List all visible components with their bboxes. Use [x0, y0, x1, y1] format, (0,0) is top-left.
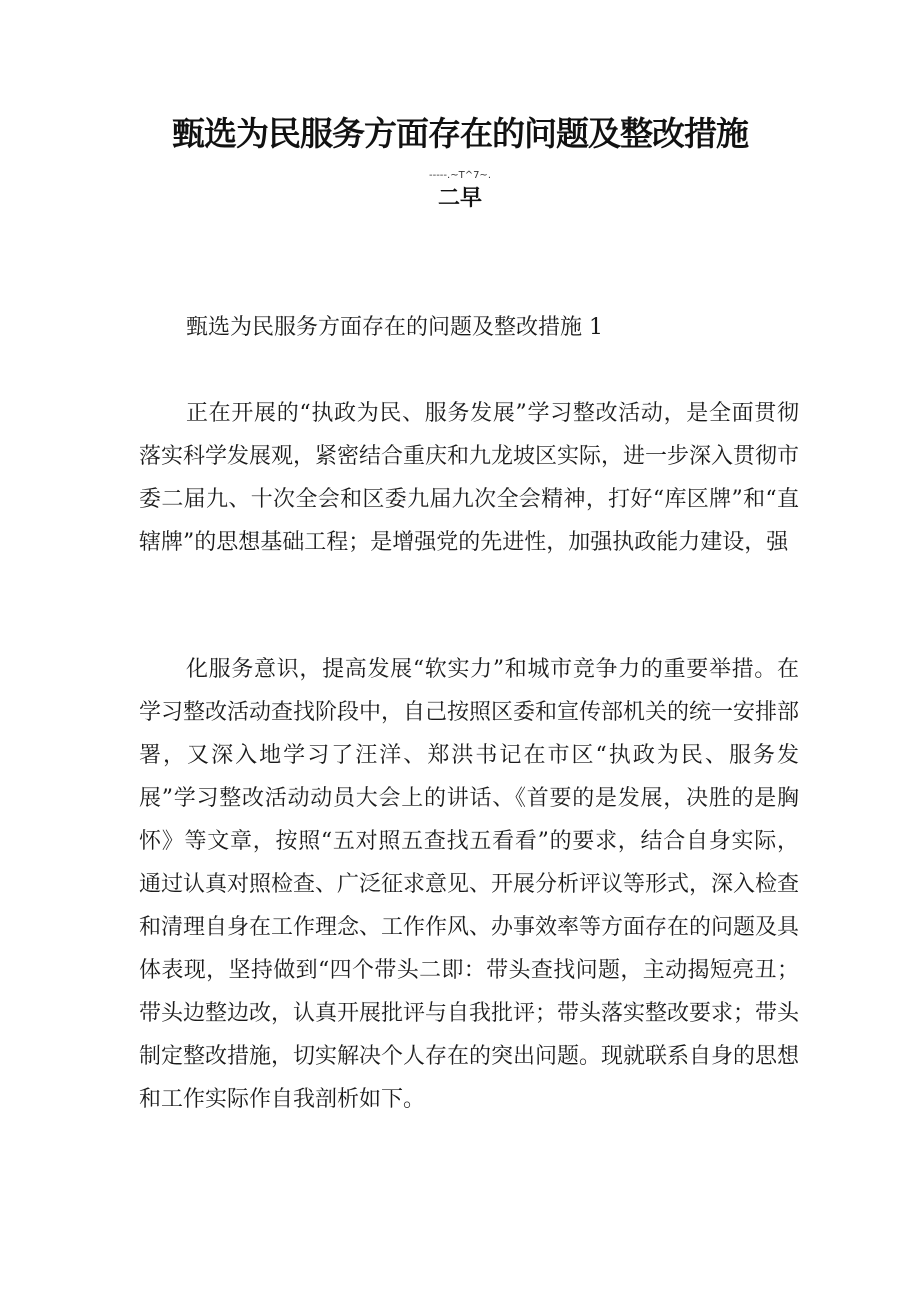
section-title: 甄选为民服务方面存在的问题及整改措施 1 [186, 315, 603, 340]
document-title: 甄选为民服务方面存在的问题及整改措施 [172, 114, 748, 153]
sub-heading: 二早 [437, 186, 482, 211]
paragraph: 化服务意识，提高发展“软实力”和城市竞争力的重要举措。在学习整改活动查找阶段中，自己按照区委和宣传部机关的统一安排部署，又深入地学习了汪洋、郑洪书记在市区“执政为民、服务发展”学习整改活动动员大会上的讲话、《首要的是发展，决胜的是胸怀》等文章，按照“五对照五查找五看看”的要求，结合自身实际，通过认真对照检查、广泛征求意见、开展分析评议等形式，深入检查和清理自身在工作理念、工作作风、办事效率等方面存在的问题及具体表现，坚持做到“四个带头二即：带头查找问题，主动揭短亮丑；带头边整边改，认真开展批评与自我批评；带头落实整改要求；带头制定整改措施，切实解决个人存在的突出问题。现就联系自身的思想和工作实际作自我剖析如下。 [139, 657, 800, 1112]
paragraph: 正在开展的“执政为民、服务发展”学习整改活动，是全面贯彻落实科学发展观，紧密结合重庆和九龙坡区实际，进一步深入贯彻市委二届九、十次全会和区委九届九次全会精神，打好“库区牌”和“直辖牌”的思想基础工程；是增强党的先进性，加强执政能力建设，强 [139, 401, 800, 555]
sub-mark: -----.~T^7~. [428, 170, 491, 181]
